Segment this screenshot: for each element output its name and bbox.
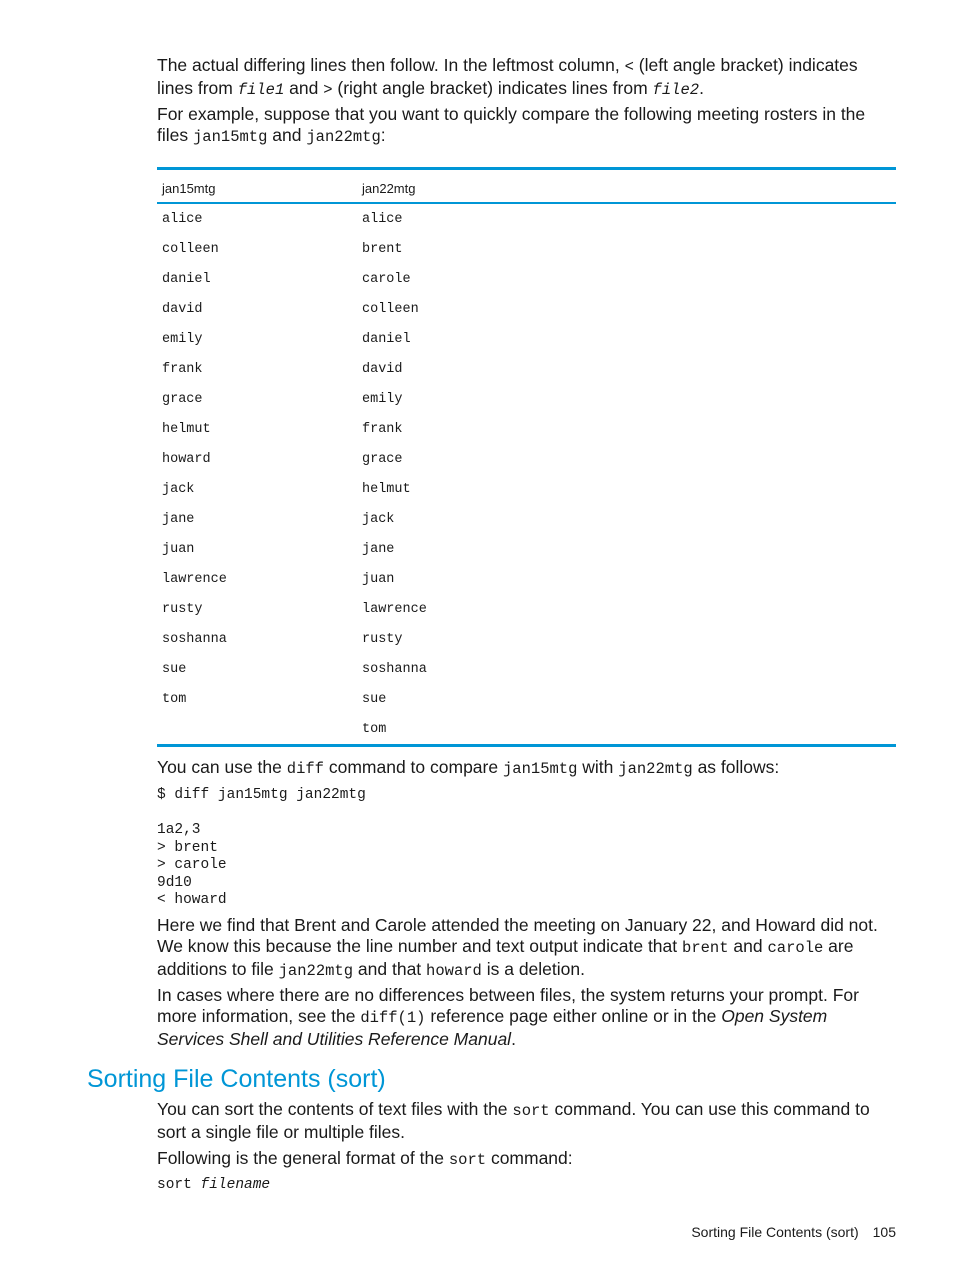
explanation-paragraph: Here we find that Brent and Carole attended the meeting on January 22, and Howard did not. We know this because the line number and text output indicate that brent and carole are additions to file jan22mtg and that howard is a deletion.: [157, 915, 878, 980]
table-row: [157, 654, 896, 684]
cell-jan15mtg: lawrence: [162, 571, 227, 587]
diff-example-code: $ diff jan15mtg jan22mtg 1a2,3 > brent > carole 9d10 < howard: [157, 787, 366, 908]
cell-jan15mtg: howard: [162, 451, 211, 467]
intro-paragraph-1: The actual differing lines then follow. In the leftmost column, < (left angle bracket) indicates lines from file1 and > (right angle bracket) indicates lines from file2.: [157, 55, 858, 99]
cell-jan22mtg: lawrence: [362, 601, 427, 617]
table-row: [157, 294, 896, 324]
cell-jan15mtg: juan: [162, 541, 195, 557]
table-row: [157, 474, 896, 504]
term-carole: carole: [767, 939, 824, 957]
cell-jan15mtg: alice: [162, 211, 203, 227]
cell-jan15mtg: tom: [162, 691, 187, 707]
term-brent: brent: [682, 939, 729, 957]
cell-jan22mtg: rusty: [362, 631, 403, 647]
table-row: [157, 624, 896, 654]
sort-paragraph-1: You can sort the contents of text files with the sort command. You can use this command to sort a single file or multiple files.: [157, 1099, 870, 1142]
table-row: [157, 684, 896, 714]
cell-jan22mtg: frank: [362, 421, 403, 437]
table-row: [157, 414, 896, 444]
page-number: 105: [872, 1224, 896, 1240]
table-row: [157, 384, 896, 414]
cell-jan15mtg: [157, 714, 357, 746]
table-row: [157, 354, 896, 384]
file1-term: file1: [237, 81, 285, 99]
cell-jan15mtg: grace: [162, 391, 203, 407]
table-row: [157, 714, 896, 746]
column-header-jan22mtg: jan22mtg: [357, 169, 896, 204]
table-row: [157, 264, 896, 294]
cell-jan22mtg: sue: [362, 691, 387, 707]
cell-jan22mtg: grace: [362, 451, 403, 467]
roster-table: [157, 167, 896, 747]
cell-jan22mtg: colleen: [362, 301, 419, 317]
cell-jan15mtg: soshanna: [162, 631, 227, 647]
usage-paragraph: You can use the diff command to compare jan15mtg with jan22mtg as follows:: [157, 757, 780, 778]
term-howard: howard: [426, 962, 482, 980]
cell-jan15mtg: colleen: [162, 241, 219, 257]
table-header-row: [157, 169, 896, 204]
sort-paragraph-2: Following is the general format of the sort command:: [157, 1148, 573, 1169]
table-row: [157, 444, 896, 474]
cell-jan15mtg: daniel: [162, 271, 211, 287]
cell-jan22mtg: tom: [357, 714, 896, 746]
page-footer: [691, 1222, 896, 1242]
cell-jan22mtg: jack: [362, 511, 395, 527]
table-row: [157, 504, 896, 534]
sort-command: sort: [448, 1151, 487, 1169]
table-row: [157, 594, 896, 624]
table-row: [157, 564, 896, 594]
cell-jan15mtg: frank: [162, 361, 203, 377]
file-jan22mtg: jan22mtg: [618, 760, 693, 778]
diff-command: diff: [286, 760, 324, 778]
file-jan22mtg: jan22mtg: [278, 962, 354, 980]
footer-title: Sorting File Contents (sort): [691, 1224, 859, 1240]
cell-jan15mtg: helmut: [162, 421, 211, 437]
cell-jan22mtg: david: [362, 361, 403, 377]
sort-command: sort: [512, 1102, 550, 1120]
cell-jan22mtg: soshanna: [362, 661, 427, 677]
section-heading: Sorting File Contents (sort): [87, 1065, 386, 1093]
cell-jan15mtg: jack: [162, 481, 195, 497]
cell-jan15mtg: rusty: [162, 601, 203, 617]
cell-jan22mtg: brent: [362, 241, 403, 257]
cell-jan22mtg: carole: [362, 271, 411, 287]
table-row: [157, 324, 896, 354]
file2-term: file2: [652, 81, 700, 99]
sort-syntax-code: sort filename: [157, 1177, 271, 1193]
cell-jan22mtg: alice: [362, 211, 403, 227]
manual-title: Open System Services Shell and Utilities Reference Manual: [157, 1006, 828, 1049]
table-row: [157, 534, 896, 564]
cell-jan15mtg: sue: [162, 661, 187, 677]
file-jan15mtg: jan15mtg: [502, 760, 578, 778]
less-than-symbol: <: [624, 58, 634, 76]
diff-reference: diff(1): [360, 1009, 426, 1027]
file-jan15mtg: jan15mtg: [193, 128, 268, 146]
greater-than-symbol: >: [323, 81, 333, 99]
table-row: [157, 234, 896, 264]
cell-jan15mtg: jane: [162, 511, 195, 527]
cell-jan15mtg: emily: [162, 331, 203, 347]
cell-jan22mtg: emily: [362, 391, 403, 407]
filename-argument: filename: [200, 1177, 271, 1193]
cell-jan22mtg: daniel: [362, 331, 411, 347]
table-row: [157, 203, 896, 234]
cell-jan22mtg: juan: [362, 571, 395, 587]
column-header-jan15mtg: jan15mtg: [157, 169, 357, 204]
roster-table-body: [157, 203, 896, 746]
intro-paragraph-2: For example, suppose that you want to quickly compare the following meeting rosters in the files jan15mtg and jan22mtg:: [157, 104, 866, 146]
cell-jan15mtg: david: [162, 301, 203, 317]
no-difference-paragraph: In cases where there are no differences between files, the system returns your prompt. For more information, see the diff(1) reference page either online or in the Open System Services Shell and Utilities Reference Manual.: [157, 985, 859, 1049]
file-jan22mtg: jan22mtg: [306, 128, 381, 146]
cell-jan22mtg: jane: [362, 541, 395, 557]
cell-jan22mtg: helmut: [362, 481, 411, 497]
